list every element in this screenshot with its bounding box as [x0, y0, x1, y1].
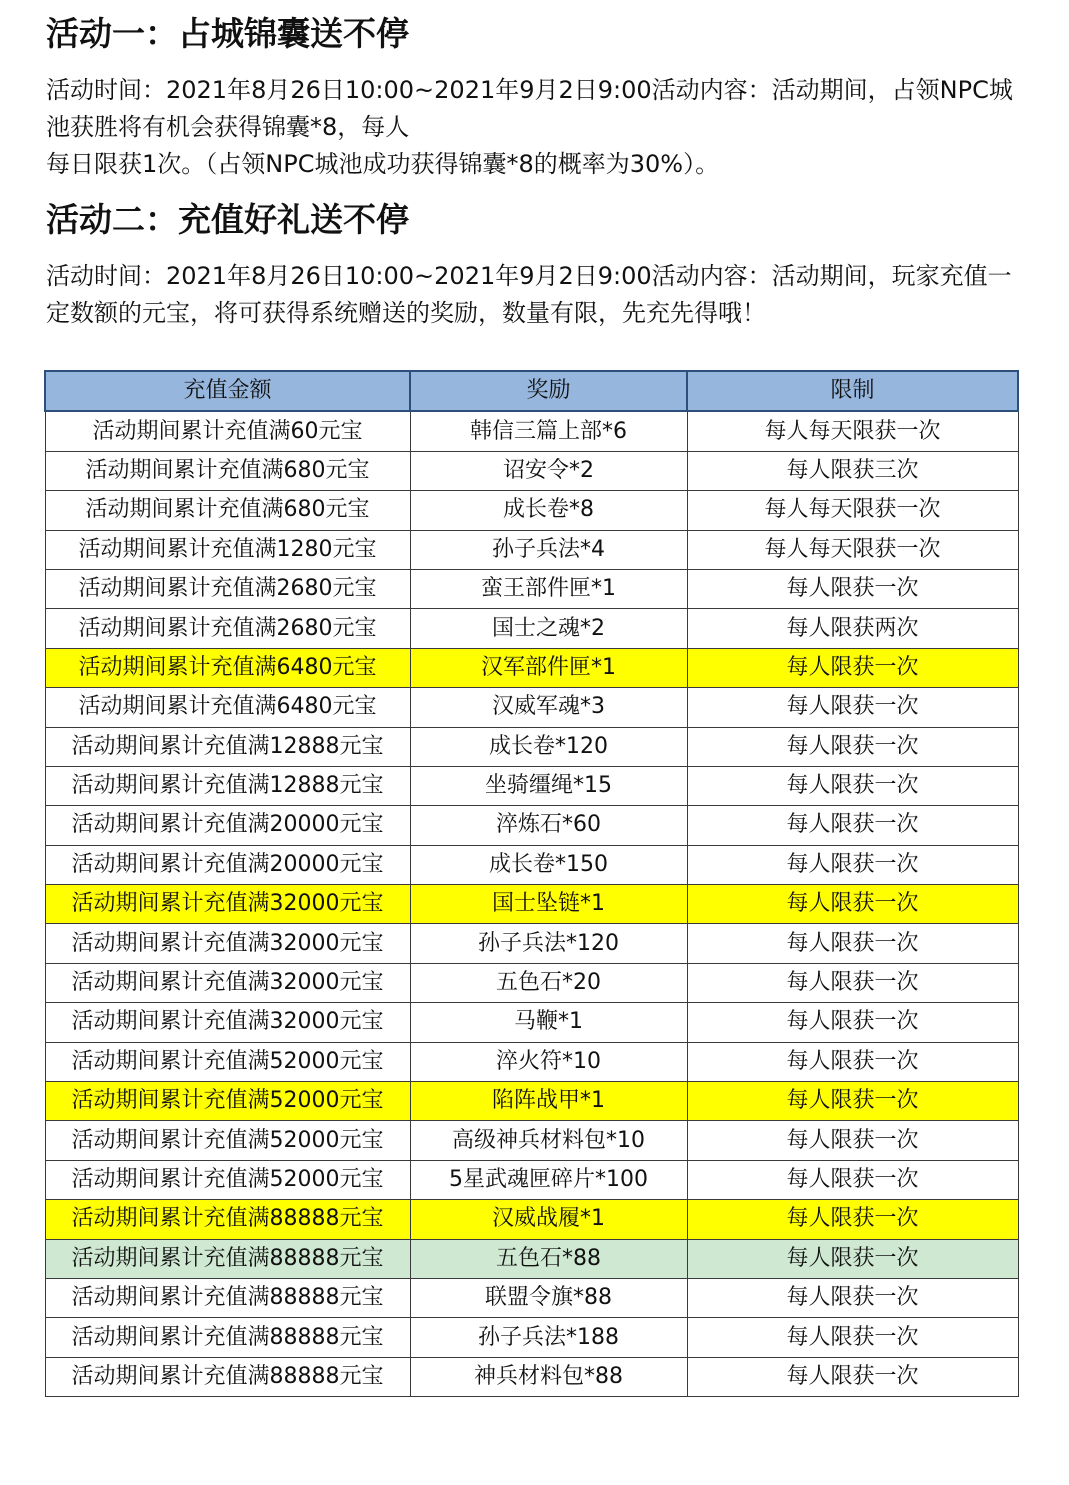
- cell-reward: 五色石*88: [410, 1239, 687, 1278]
- table-row: [45, 648, 1018, 687]
- table-row: [45, 1278, 1018, 1317]
- cell-amount: 活动期间累计充值满52000元宝: [45, 1082, 410, 1121]
- table-row: [45, 885, 1018, 924]
- cell-reward: 五色石*20: [410, 963, 687, 1002]
- cell-limit: 每人每天限获一次: [687, 411, 1018, 451]
- cell-limit: 每人限获一次: [687, 1042, 1018, 1081]
- table-row: [45, 688, 1018, 727]
- cell-reward: 汉威战履*1: [410, 1200, 687, 1239]
- cell-amount: 活动期间累计充值满88888元宝: [45, 1278, 410, 1317]
- cell-limit: 每人每天限获一次: [687, 491, 1018, 530]
- table-row: [45, 1082, 1018, 1121]
- cell-reward: 韩信三篇上部*6: [410, 411, 687, 451]
- cell-reward: 蛮王部件匣*1: [410, 569, 687, 608]
- cell-limit: 每人限获三次: [687, 451, 1018, 490]
- table-header-row: [45, 371, 1018, 411]
- cell-reward: 诏安令*2: [410, 451, 687, 490]
- header-reward: 奖励: [410, 371, 687, 411]
- table-row: [45, 451, 1018, 490]
- cell-amount: 活动期间累计充值满32000元宝: [45, 963, 410, 1002]
- table-row: [45, 1003, 1018, 1042]
- cell-limit: 每人限获一次: [687, 569, 1018, 608]
- cell-amount: 活动期间累计充值满12888元宝: [45, 727, 410, 766]
- table-row: [45, 1318, 1018, 1357]
- cell-limit: 每人限获一次: [687, 963, 1018, 1002]
- table-row: [45, 530, 1018, 569]
- activity2-line1: 活动时间：2021年8月26日10:00~2021年9月2日9:00活动内容：活动期间，玩家充值一: [46, 262, 1012, 290]
- cell-reward: 淬炼石*60: [410, 806, 687, 845]
- cell-amount: 活动期间累计充值满52000元宝: [45, 1042, 410, 1081]
- cell-amount: 活动期间累计充值满60元宝: [45, 411, 410, 451]
- cell-limit: 每人限获一次: [687, 688, 1018, 727]
- activity2-title: 活动二：充值好礼送不停: [46, 200, 409, 239]
- table-row: [45, 1121, 1018, 1160]
- cell-limit: 每人限获一次: [687, 806, 1018, 845]
- cell-reward: 马鞭*1: [410, 1003, 687, 1042]
- cell-amount: 活动期间累计充值满88888元宝: [45, 1357, 410, 1396]
- cell-amount: 活动期间累计充值满1280元宝: [45, 530, 410, 569]
- cell-amount: 活动期间累计充值满2680元宝: [45, 569, 410, 608]
- cell-limit: 每人限获两次: [687, 609, 1018, 648]
- cell-amount: 活动期间累计充值满32000元宝: [45, 924, 410, 963]
- cell-amount: 活动期间累计充值满88888元宝: [45, 1239, 410, 1278]
- cell-reward: 5星武魂匣碎片*100: [410, 1160, 687, 1199]
- cell-limit: 每人限获一次: [687, 648, 1018, 687]
- cell-reward: 国士坠链*1: [410, 885, 687, 924]
- cell-amount: 活动期间累计充值满2680元宝: [45, 609, 410, 648]
- cell-reward: 孙子兵法*120: [410, 924, 687, 963]
- activity2-description: [46, 258, 1026, 332]
- activity1-line2: 池获胜将有机会获得锦囊*8，每人: [46, 113, 410, 141]
- table-row: [45, 569, 1018, 608]
- activity1-line1: 活动时间：2021年8月26日10:00~2021年9月2日9:00活动内容：活动期间，占领NPC城: [46, 76, 1013, 104]
- cell-limit: 每人限获一次: [687, 885, 1018, 924]
- cell-amount: 活动期间累计充值满6480元宝: [45, 648, 410, 687]
- table-row: [45, 1160, 1018, 1199]
- cell-limit: 每人限获一次: [687, 1357, 1018, 1396]
- cell-limit: 每人限获一次: [687, 1278, 1018, 1317]
- table-row: [45, 1239, 1018, 1278]
- table-row: [45, 491, 1018, 530]
- cell-limit: 每人每天限获一次: [687, 530, 1018, 569]
- cell-limit: 每人限获一次: [687, 924, 1018, 963]
- cell-reward: 国士之魂*2: [410, 609, 687, 648]
- table-row: [45, 845, 1018, 884]
- cell-reward: 神兵材料包*88: [410, 1357, 687, 1396]
- cell-reward: 坐骑缰绳*15: [410, 766, 687, 805]
- cell-limit: 每人限获一次: [687, 1239, 1018, 1278]
- rewards-table: [44, 370, 1019, 1397]
- table-row: [45, 766, 1018, 805]
- rewards-table-body: [45, 411, 1018, 1396]
- cell-reward: 高级神兵材料包*10: [410, 1121, 687, 1160]
- cell-amount: 活动期间累计充值满12888元宝: [45, 766, 410, 805]
- cell-amount: 活动期间累计充值满52000元宝: [45, 1121, 410, 1160]
- table-row: [45, 411, 1018, 451]
- cell-limit: 每人限获一次: [687, 845, 1018, 884]
- cell-limit: 每人限获一次: [687, 1318, 1018, 1357]
- cell-amount: 活动期间累计充值满32000元宝: [45, 1003, 410, 1042]
- cell-amount: 活动期间累计充值满20000元宝: [45, 845, 410, 884]
- cell-amount: 活动期间累计充值满680元宝: [45, 451, 410, 490]
- cell-reward: 孙子兵法*188: [410, 1318, 687, 1357]
- table-row: [45, 609, 1018, 648]
- cell-reward: 汉威军魂*3: [410, 688, 687, 727]
- cell-amount: 活动期间累计充值满88888元宝: [45, 1200, 410, 1239]
- cell-reward: 成长卷*150: [410, 845, 687, 884]
- table-row: [45, 1200, 1018, 1239]
- cell-limit: 每人限获一次: [687, 727, 1018, 766]
- table-row: [45, 806, 1018, 845]
- cell-amount: 活动期间累计充值满52000元宝: [45, 1160, 410, 1199]
- cell-amount: 活动期间累计充值满32000元宝: [45, 885, 410, 924]
- cell-reward: 联盟令旗*88: [410, 1278, 687, 1317]
- cell-amount: 活动期间累计充值满6480元宝: [45, 688, 410, 727]
- cell-amount: 活动期间累计充值满680元宝: [45, 491, 410, 530]
- cell-reward: 成长卷*120: [410, 727, 687, 766]
- cell-reward: 陷阵战甲*1: [410, 1082, 687, 1121]
- table-row: [45, 924, 1018, 963]
- cell-limit: 每人限获一次: [687, 766, 1018, 805]
- table-row: [45, 963, 1018, 1002]
- cell-limit: 每人限获一次: [687, 1003, 1018, 1042]
- cell-reward: 淬火符*10: [410, 1042, 687, 1081]
- cell-limit: 每人限获一次: [687, 1121, 1018, 1160]
- table-row: [45, 1042, 1018, 1081]
- cell-amount: 活动期间累计充值满88888元宝: [45, 1318, 410, 1357]
- activity1-line3: 每日限获1次。（占领NPC城池成功获得锦囊*8的概率为30%）。: [46, 150, 720, 178]
- table-row: [45, 727, 1018, 766]
- cell-limit: 每人限获一次: [687, 1082, 1018, 1121]
- activity2-line2: 定数额的元宝，将可获得系统赠送的奖励，数量有限，先充先得哦！: [46, 299, 766, 327]
- cell-reward: 孙子兵法*4: [410, 530, 687, 569]
- cell-limit: 每人限获一次: [687, 1160, 1018, 1199]
- header-limit: 限制: [687, 371, 1018, 411]
- cell-reward: 汉军部件匣*1: [410, 648, 687, 687]
- cell-amount: 活动期间累计充值满20000元宝: [45, 806, 410, 845]
- activity1-description: [46, 72, 1026, 183]
- table-row: [45, 1357, 1018, 1396]
- activity1-title: 活动一：占城锦囊送不停: [46, 14, 409, 53]
- header-amount: 充值金额: [45, 371, 410, 411]
- cell-limit: 每人限获一次: [687, 1200, 1018, 1239]
- cell-reward: 成长卷*8: [410, 491, 687, 530]
